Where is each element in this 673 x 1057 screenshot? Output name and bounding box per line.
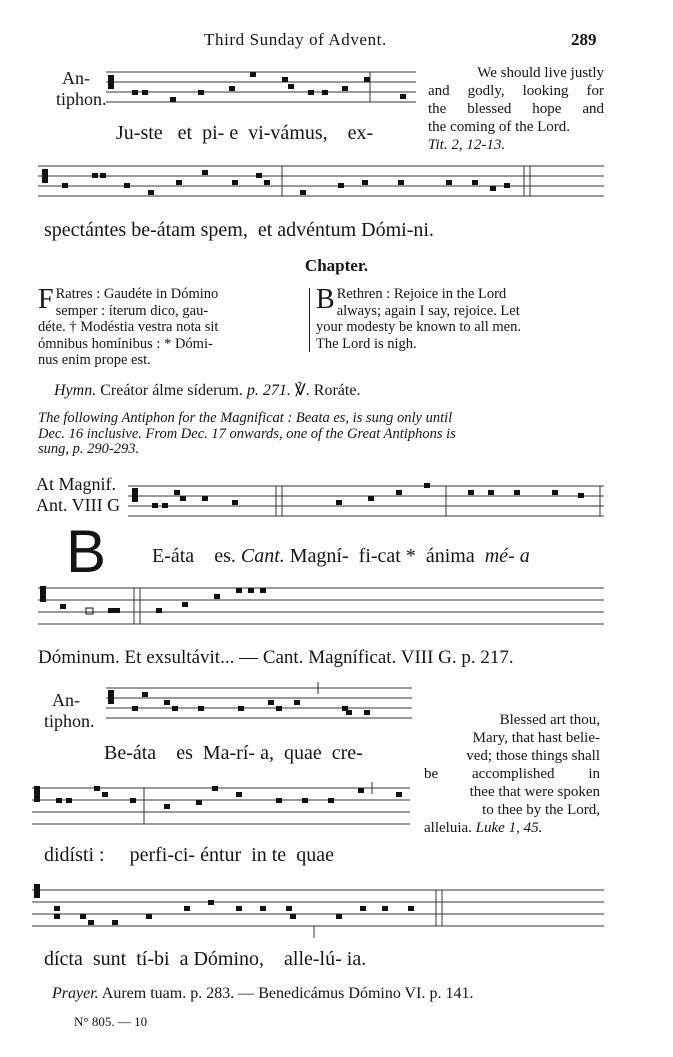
magnificat-lyrics [152,545,530,568]
chapter-latin-line: ómnibus homínibus : * Dómi- [38,335,213,352]
lyric-syllable: et [257,219,273,241]
translation-line: alleluia. [424,820,472,836]
lyric-syllable: a [179,948,189,970]
antiphon2-label [44,690,95,732]
column-divider [309,288,310,352]
translation-line: Mary, that hast belie- [472,730,600,746]
rubric-note [38,411,604,458]
chapter-heading: Chapter. [304,256,369,275]
music-staff-magnificat-row2 [38,578,604,628]
lyric-syllable: tí-bi [136,948,170,970]
antiphon1-lyrics-row2 [44,219,434,242]
lyric-syllable: a [519,545,530,567]
chapter-latin-line: nus enim prope est. [38,352,151,368]
scripture-reference: Tit. 2, 12-13. [428,137,506,153]
chapter-latin-dropcap: F [38,284,54,315]
chapter-english-column [316,286,604,352]
lyric-syllable: pi- [202,122,225,144]
lyric-syllable: e [229,122,239,144]
translation-line: the blessed hope and [428,101,604,117]
music-staff-antiphon2-row2 [32,778,412,828]
lyric-syllable: advéntum [277,219,357,241]
music-staff-antiphon1-row2 [38,160,604,202]
lyric-syllable: Cant. [240,545,285,567]
translation-line: Blessed art thou, [499,712,600,728]
lyric-syllable: vi-vámus, [248,122,328,144]
antiphon1-lyrics-row1 [116,122,373,145]
music-staff-antiphon2-row1 [102,680,414,726]
lyric-syllable: a, [260,742,274,764]
lyric-syllable: Be-áta [104,742,157,764]
lyric-syllable: E-áta [152,545,195,567]
translation-line: ved; those things shall [466,748,600,764]
translation-line: We should live justly [477,65,604,81]
magnificat-label [36,474,120,516]
chapter-english-line: Rethren : Rejoice in the Lord [336,286,507,302]
lyric-syllable: Dómino, [193,948,265,970]
prayer-label: Prayer. [52,985,99,1002]
lyric-syllable: dícta [44,948,83,970]
lyric-syllable: Magní- [289,545,349,567]
chapter-english-line: always; again I say, rejoice. Let [336,302,520,319]
lyric-syllable: * [405,545,416,567]
lyric-syllable: átam [156,219,196,241]
lyric-syllable: es [176,742,193,764]
lyric-syllable: Ma-rí- [202,742,256,764]
antiphon2-lyrics-row1 [104,742,363,765]
chapter-english-dropcap: B [316,284,335,315]
antiphon2-label-line1: An- [52,690,80,710]
lyric-syllable: ni. [413,219,434,241]
chapter-latin-line: semper : íterum dico, gau- [55,302,209,319]
antiphon-label [56,68,107,110]
chapter-english-line: The Lord is nigh. [316,335,417,352]
lyric-syllable: quae [296,844,334,866]
translation-line: to thee by the Lord, [482,802,600,818]
magnificat-label-line2: Ant. VIII G [36,495,121,515]
lyric-syllable: sunt [92,948,127,970]
lyric-syllable: : [99,844,105,866]
lyric-syllable: éntur [200,844,242,866]
music-staff-magnificat-row1 [128,478,604,522]
lyric-syllable: Dómi- [361,219,414,241]
page-number: 289 [571,30,597,49]
lyric-syllable: in [251,844,267,866]
footer-code: N° 805. — 10 [74,1014,148,1029]
rubric-line: The following Antiphon for the Magnificat : Beata es, is sung only until [38,410,453,426]
rubric-line: Dec. 16 inclusive. From Dec. 17 onwards, one of the Great Antiphons is [38,425,456,442]
lyric-syllable: es. [214,545,236,567]
hymn-line [54,380,360,400]
lyric-syllable: ia. [346,948,367,970]
prayer-text: Aurem tuam. p. 283. — Benedicámus Dómino VI. p. 141. [101,985,474,1002]
chapter-latin-column [38,286,304,369]
translation-line: be accomplished in [424,766,600,782]
lyric-syllable: et [177,122,193,144]
antiphon2-lyrics-row2 [44,844,334,867]
lyric-syllable: Ju-ste [116,122,163,144]
scripture-reference: Luke 1, 45. [475,820,543,836]
lyric-syllable: be- [131,219,157,241]
translation-line: the coming of the Lord. [428,119,571,135]
chapter-english-line: your modesty be known to all men. [316,319,521,335]
lyric-syllable: alle-lú- [284,948,342,970]
lyric-syllable: perfi-ci- [129,844,196,866]
translation-line: and godly, looking for [428,83,604,99]
antiphon2-translation [422,711,600,837]
music-staff-antiphon2-row3 [32,880,604,942]
music-staff-antiphon1-row1 [102,64,420,110]
lyric-syllable: te [271,844,287,866]
chapter-latin-line: déte. † Modéstia vestra nota sit [38,319,219,335]
hymn-title: Creátor álme síderum. [100,382,243,399]
translation-line: thee that were spoken [469,784,600,800]
lyric-syllable: ex- [347,122,374,144]
lyric-syllable: didísti [44,844,95,866]
lyric-syllable: quae [283,742,322,764]
lyric-syllable: spem, [200,219,248,241]
antiphon2-lyrics-row3 [44,948,366,971]
chapter-latin-line: Ratres : Gaudéte in Dómino [55,286,219,302]
versicle: ℣. Roráte. [294,382,361,399]
hymn-label: Hymn. [54,382,97,399]
running-header-title: Third Sunday of Advent. [204,30,387,49]
rubric-line: sung, p. 290-293. [38,441,140,457]
antiphon1-translation [428,64,604,154]
hymn-page-ref: p. 271. [246,382,291,399]
prayer-line [52,985,473,1003]
lyric-syllable: ánima [425,545,475,567]
lyric-syllable: fi-cat [358,545,401,567]
magnificat-initial: B [66,518,107,585]
lyric-syllable: spectántes [44,219,127,241]
antiphon-label-line1: An- [62,68,90,88]
antiphon2-label-line2: tiphon. [44,711,95,731]
lyric-syllable: mé- [484,545,515,567]
lyric-syllable: cre- [331,742,363,764]
magnificat-label-line1: At Magnif. [36,474,116,494]
antiphon-label-line2: tiphon. [56,89,107,109]
magnificat-continuation: Dóminum. Et exsultávit... — Cant. Magníficat. VIII G. p. 217. [38,647,514,668]
